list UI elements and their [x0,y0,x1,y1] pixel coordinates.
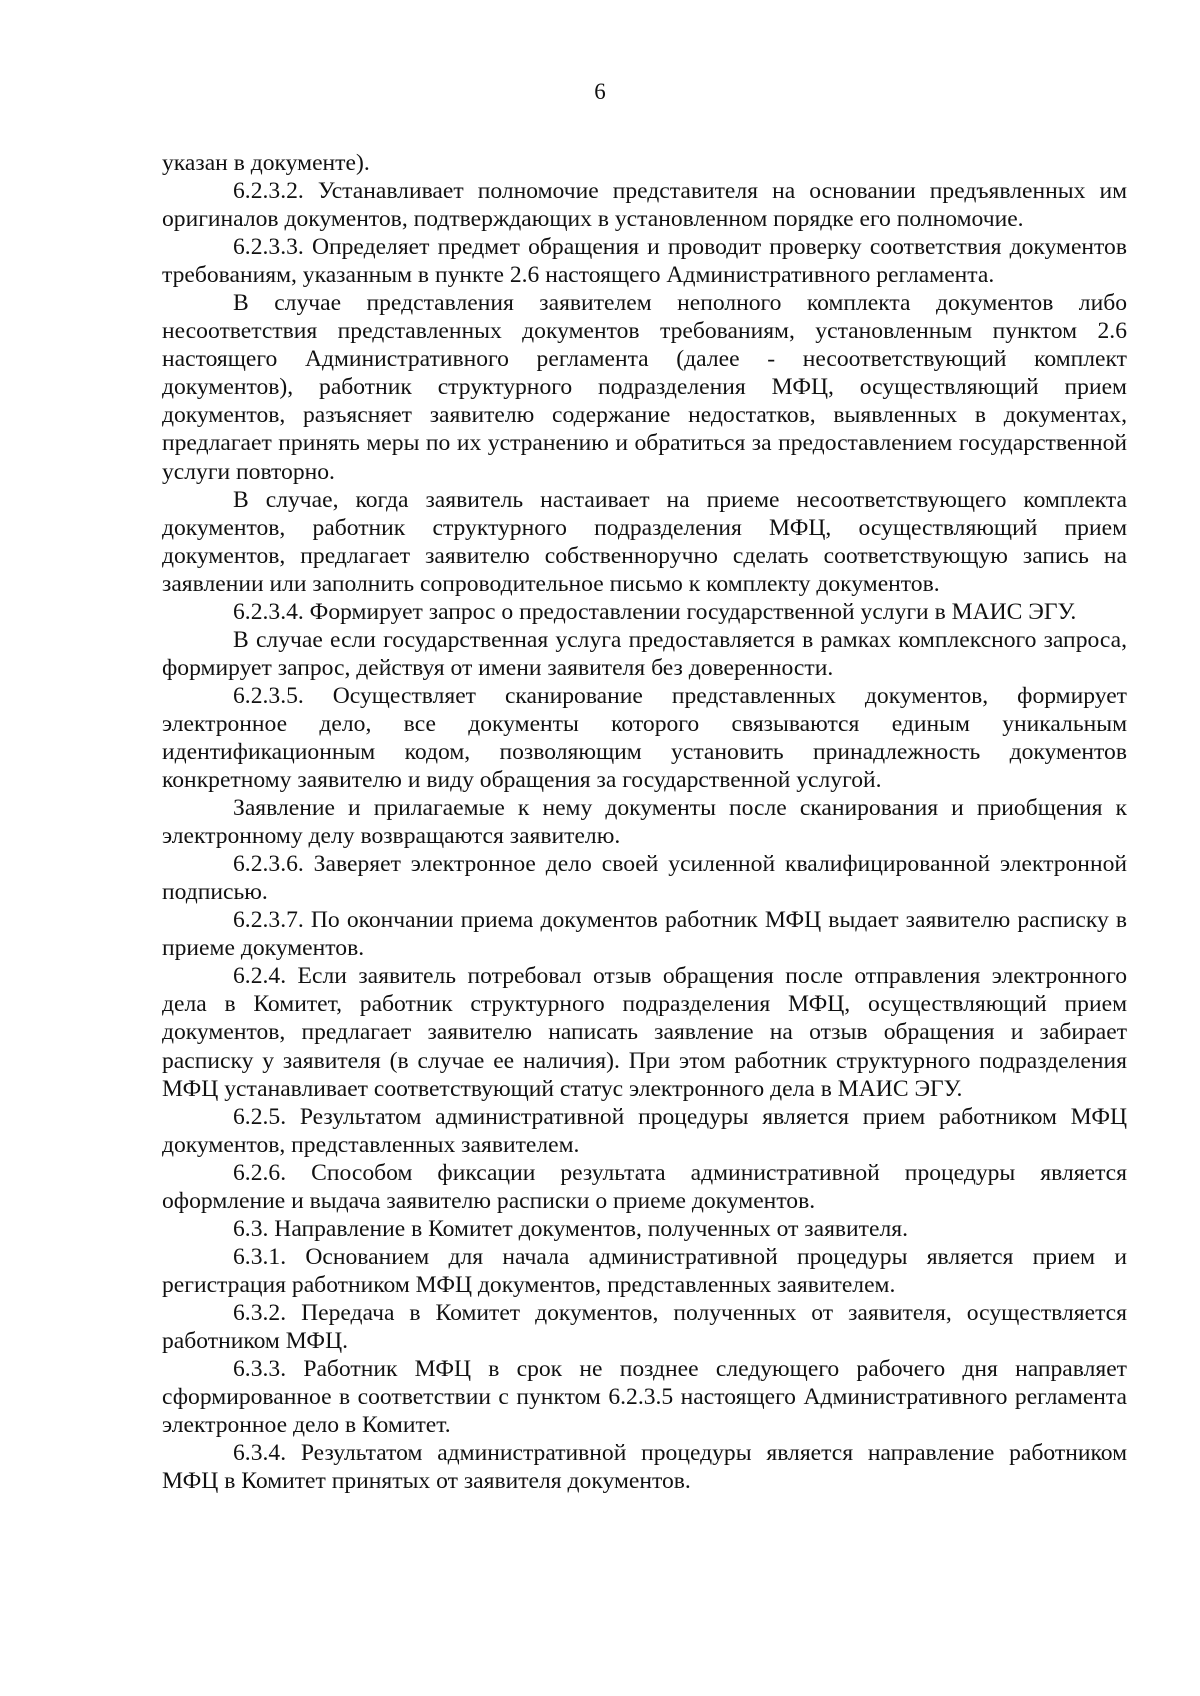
document-body [162,149,1127,1495]
paragraph-6-2-6: 6.2.6. Способом фиксации результата административной процедуры является оформление и выдача заявителю расписки о приеме документов. [162,1159,1127,1214]
paragraph-6-2-3-5: 6.2.3.5. Осуществляет сканирование представленных документов, формирует электронное дело, все документы которого связываются единым уникальным идентификационным кодом, позволяющим установить принадлежность документов конкретному заявителю и виду обращения за государственной услугой. [162,682,1127,794]
paragraph-applicant-insists: В случае, когда заявитель настаивает на приеме несоответствующего комплекта документов, работник структурного подразделения МФЦ, осуществляющий прием документов, предлагает заявителю собственноручно сделать соответствующую запись на заявлении или заполнить сопроводительное письмо к комплекту документов. [162,486,1127,597]
paragraph-6-2-3-7: 6.2.3.7. По окончании приема документов работник МФЦ выдает заявителю расписку в приеме документов. [162,907,1127,962]
paragraph-6-3-2: 6.3.2. Передача в Комитет документов, полученных от заявителя, осуществляется работником МФЦ. [162,1299,1127,1354]
paragraph-6-2-3-4: 6.2.3.4. Формирует запрос о предоставлении государственной услуги в МАИС ЭГУ. [233,598,1077,625]
paragraph-6-2-5: 6.2.5. Результатом административной процедуры является прием работником МФЦ документов, представленных заявителем. [162,1103,1127,1158]
paragraph-6-3: 6.3. Направление в Комитет документов, полученных от заявителя. [233,1215,908,1242]
paragraph-6-3-1: 6.3.1. Основанием для начала административной процедуры является прием и регистрация работником МФЦ документов, представленных заявителем. [162,1243,1127,1298]
paragraph-continuation: указан в документе). [162,150,370,176]
paragraph-6-2-3-3: 6.2.3.3. Определяет предмет обращения и проводит проверку соответствия документов требованиям, указанным в пункте 2.6 настоящего Административного регламента. [162,234,1127,289]
paragraph-6-2-3-2: 6.2.3.2. Устанавливает полномочие представителя на основании предъявленных им оригиналов документов, подтверждающих в установленном порядке его полномочие. [162,178,1127,233]
paragraph-6-2-4: 6.2.4. Если заявитель потребовал отзыв обращения после отправления электронного дела в Комитет, работник структурного подразделения МФЦ, осуществляющий прием документов, предлагает заявителю написать заявление на отзыв обращения и забирает расписку у заявителя (в случае ее наличия). При этом работник структурного подразделения МФЦ устанавливает соответствующий статус электронного дела в МАИС ЭГУ. [162,963,1127,1102]
paragraph-6-3-3: 6.3.3. Работник МФЦ в срок не позднее следующего рабочего дня направляет сформированное в соответствии с пунктом 6.2.3.5 настоящего Административного регламента электронное дело в Комитет. [162,1356,1127,1439]
paragraph-complex-request: В случае если государственная услуга предоставляется в рамках комплексного запроса, формирует запрос, действуя от имени заявителя без доверенности. [162,626,1127,681]
paragraph-6-2-3-6: 6.2.3.6. Заверяет электронное дело своей усиленной квалифицированной электронной подписью. [162,851,1127,906]
page-number: 6 [594,79,606,104]
paragraph-documents-returned: Заявление и прилагаемые к нему документы после сканирования и приобщения к электронному делу возвращаются заявителю. [162,795,1127,850]
paragraph-6-3-4: 6.3.4. Результатом административной процедуры является направление работником МФЦ в Комитет принятых от заявителя документов. [162,1440,1127,1495]
paragraph-incomplete-documents: В случае представления заявителем неполного комплекта документов либо несоответствия представленных документов требованиям, установленным пунктом 2.6 настоящего Административного регламента (далее - несоответствующий комплект документов), работник структурного подразделения МФЦ, осуществляющий прием документов, разъясняет заявителю содержание недостатков, выявленных в документах, предлагает принять меры по их устранению и обратиться за предоставлением государственной услуги повторно. [162,290,1127,485]
